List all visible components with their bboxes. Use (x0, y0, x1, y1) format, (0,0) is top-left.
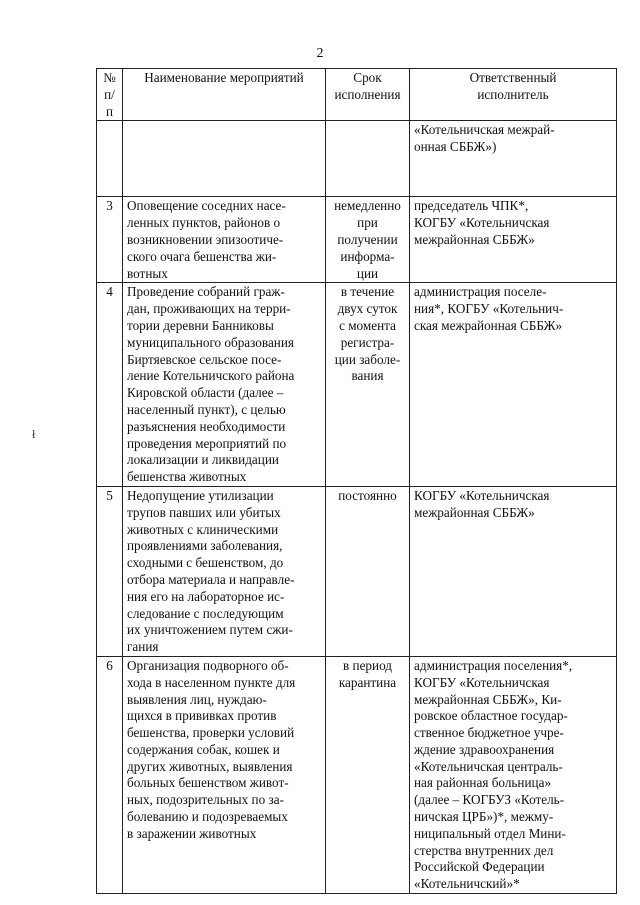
table-row (97, 197, 617, 283)
header-name: Наименование мероприятий (123, 69, 326, 121)
table-row (97, 121, 617, 197)
row-num: 6 (97, 656, 123, 893)
row-term: немедленно при получении информа- ции (326, 197, 410, 283)
measures-table (96, 68, 617, 894)
row-resp: КОГБУ «Котельничская межрайонная СББЖ» (410, 486, 617, 656)
row-resp: администрация поселе- ния*, КОГБУ «Котельнич- ская межрайонная СББЖ» (410, 283, 617, 487)
row-name: Организация подворного об- хода в населенном пункте для выявления лиц, нуждаю- щихся в прививках против бешенства, проверки условий содержания собак, кошек и других животных, выявления больных бешенством живот- ных, подозрительных по за- болеванию и подозреваемых в заражении животных (123, 656, 326, 893)
row-num: 3 (97, 197, 123, 283)
page-number: 2 (316, 46, 324, 61)
row-term: в течение двух суток с момента регистра- ции заболе- вания (326, 283, 410, 487)
header-num: № п/п (97, 69, 123, 121)
row-name (123, 121, 326, 197)
row-name: Недопущение утилизации трупов павших или убитых животных с клиническими проявлениями заболевания, сходными с бешенством, до отбора материала и направле- ния его на лабораторное ис- следование с последующим их уничтожением путем сжи- гания (123, 486, 326, 656)
row-num: 5 (97, 486, 123, 656)
row-term: в период карантина (326, 656, 410, 893)
table-header (97, 69, 617, 121)
table-row (97, 283, 617, 487)
header-resp: Ответственный исполнитель (410, 69, 617, 121)
header-row (97, 69, 617, 121)
row-name: Проведение собраний граж- дан, проживающих на терри- тории деревни Банниковы муниципального образования Биртяевское сельское посе- ление Котельничского района Кировской области (далее – населенный пункт), с целью разъяснения необходимости проведения мероприятий по локализации и ликвидации бешенства животных (123, 283, 326, 487)
row-resp: председатель ЧПК*, КОГБУ «Котельничская межрайонная СББЖ» (410, 197, 617, 283)
table-body (97, 121, 617, 894)
table-row (97, 486, 617, 656)
scan-artifact-mark: ł (32, 427, 36, 441)
header-term: Срок исполнения (326, 69, 410, 121)
row-num: 4 (97, 283, 123, 487)
row-num (97, 121, 123, 197)
row-term (326, 121, 410, 197)
row-term: постоянно (326, 486, 410, 656)
table-row (97, 656, 617, 893)
row-resp: администрация поселения*, КОГБУ «Котельничская межрайонная СББЖ», Ки- ровское областное государ- ственное бюджетное учре- ждение здравоохранения «Котельничская централь- ная районная больница» (далее – КОГБУЗ «Котель- ничская ЦРБ»)*, межму- ниципальный отдел Мини- стерства внутренних дел Российской Федерации «Котельничский»* (410, 656, 617, 893)
row-name: Оповещение соседних насе- ленных пунктов, районов о возникновении эпизоотиче- ского очага бешенства жи- вотных (123, 197, 326, 283)
row-resp: «Котельничская межрай- онная СББЖ») (410, 121, 617, 197)
